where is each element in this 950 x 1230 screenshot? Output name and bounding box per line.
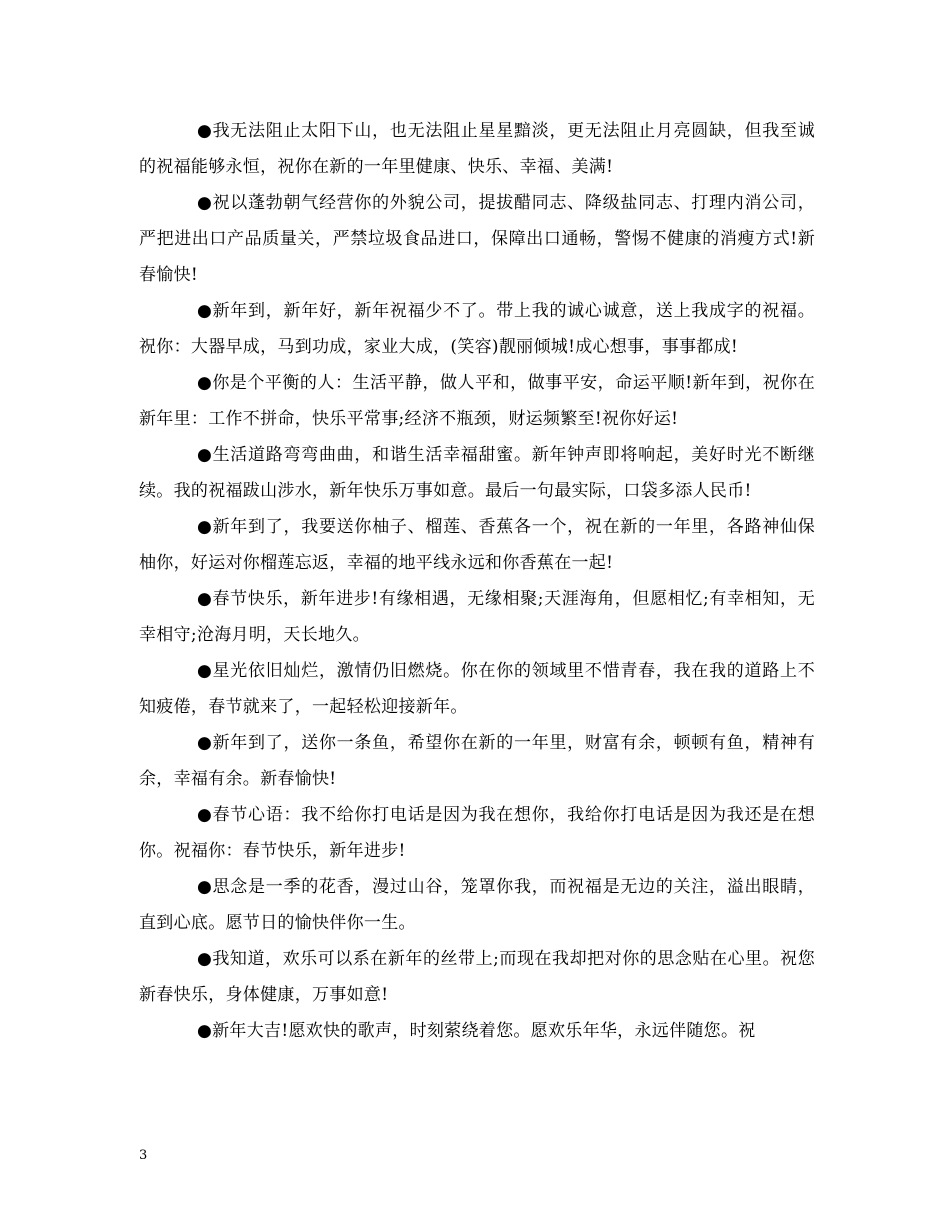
paragraph-8: ●星光依旧灿烂，激情仍旧燃烧。你在你的领域里不惜青春，我在我的道路上不知疲倦，春节就来了，一起轻松迎接新年。 [139,661,815,717]
paragraph-11: ●思念是一季的花香，漫过山谷，笼罩你我，而祝福是无边的关注，溢出眼睛，直到心底。愿节日的愉快伴你一生。 [139,877,815,933]
paragraph-3: ●新年到，新年好，新年祝福少不了。带上我的诚心诚意，送上我成字的祝福。祝你：大器早成，马到功成，家业大成，(笑容)靓丽倾城!成心想事，事事都成! [139,301,815,357]
paragraph-7: ●春节快乐，新年进步!有缘相遇，无缘相聚;天涯海角，但愿相忆;有幸相知，无幸相守;沧海月明，天长地久。 [139,589,815,645]
paragraph-13: ●新年大吉!愿欢快的歌声，时刻萦绕着您。愿欢乐年华，永远伴随您。祝 [197,1021,756,1041]
paragraph-6: ●新年到了，我要送你柚子、榴莲、香蕉各一个，祝在新的一年里，各路神仙保柚你，好运对你榴莲忘返，幸福的地平线永远和你香蕉在一起! [139,517,815,573]
paragraph-1: ●我无法阻止太阳下山，也无法阻止星星黯淡，更无法阻止月亮圆缺，但我至诚的祝福能够永恒，祝你在新的一年里健康、快乐、幸福、美满! [139,121,815,177]
paragraph-2: ●祝以蓬勃朝气经营你的外貌公司，提拔醋同志、降级盐同志、打理内消公司，严把进出口产品质量关，严禁垃圾食品进口，保障出口通畅，警惕不健康的消瘦方式!新春愉快! [139,193,815,285]
paragraph-5: ●生活道路弯弯曲曲，和谐生活幸福甜蜜。新年钟声即将响起，美好时光不断继续。我的祝福跋山涉水，新年快乐万事如意。最后一句最实际，口袋多添人民币! [139,445,815,501]
paragraph-4: ●你是个平衡的人：生活平静，做人平和，做事平安，命运平顺!新年到，祝你在新年里：工作不拼命，快乐平常事;经济不瓶颈，财运频繁至!祝你好运! [139,373,815,429]
document-body [139,113,815,1049]
page-number: 3 [139,1148,148,1163]
paragraph-10: ●春节心语：我不给你打电话是因为我在想你，我给你打电话是因为我还是在想你。祝福你：春节快乐，新年进步! [139,805,815,861]
paragraph-12: ●我知道，欢乐可以系在新年的丝带上;而现在我却把对你的思念贴在心里。祝您新春快乐，身体健康，万事如意! [139,949,815,1005]
paragraph-9: ●新年到了，送你一条鱼，希望你在新的一年里，财富有余，顿顿有鱼，精神有余，幸福有余。新春愉快! [139,733,815,789]
